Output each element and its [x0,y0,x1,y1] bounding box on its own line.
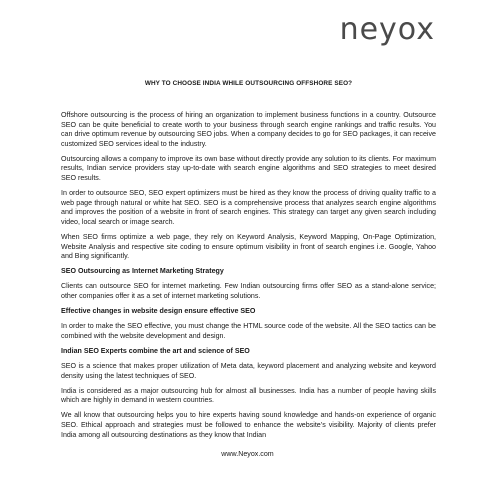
paragraph-3: In order to outsource SEO, SEO expert optimizers must be hired as they know the process of driving quality traffic to a web page through natural or white hat SEO. SEO is a comprehensive process that analyzes search engine algorithms and improves the position of a website in front of search engines. This strategy can target any given search including video, local search or image search. [61,189,436,226]
paragraph-6: In order to make the SEO effective, you must change the HTML source code of the website. All the SEO tactics can be combined with the website development and design. [61,322,436,340]
section-heading-art-and-science: Indian SEO Experts combine the art and science of SEO [61,346,250,355]
paragraph-1: Offshore outsourcing is the process of hiring an organization to implement business functions in a country. Outsource SEO can be quite beneficial to create worth to your business through search engine rankings and traffic results. You can drive optimum revenue by outsourcing SEO jobs. When a company decides to go for SEO packages, it can receive customized SEO services ideal to the industry. [61,111,436,148]
document-title: WHY TO CHOOSE INDIA WHILE OUTSOURCING OFFSHORE SEO? [144,80,353,87]
footer-url[interactable]: www.Neyox.com [221,450,274,458]
paragraph-7: SEO is a science that makes proper utilization of Meta data, keyword placement and analyzing website and keyword density using the latest techniques of SEO. [61,361,436,380]
paragraph-8: India is considered as a major outsourcing hub for almost all businesses. India has a number of people having skills which are highly in demand in western countries. [61,386,436,405]
paragraph-5: Clients can outsource SEO for internet marketing. Few Indian outsourcing firms offer SEO as a stand-alone service; other companies offer it as a set of internet marketing solutions. [61,282,436,300]
paragraph-2: Outsourcing allows a company to improve its own base without directly provide any solution to its clients. For maximum results, Indian service providers stay up-to-date with search engine algorithms and SEO strategies to meet desired SEO results. [61,154,436,183]
section-heading-internet-marketing: SEO Outsourcing as Internet Marketing Strategy [61,267,224,276]
paragraph-9: We all know that outsourcing helps you to hire experts having sound knowledge and hands-on experience of organic SEO. Ethical approach and strategies must be followed to enhance the website’s visibility. Majority of clients prefer India among all outsourcing destinations as they know that Indian [61,411,436,439]
document-body [61,80,436,446]
neyox-logo: neyox [339,12,435,47]
section-heading-website-design: Effective changes in website design ensure effective SEO [61,307,256,316]
paragraph-4: When SEO firms optimize a web page, they rely on Keyword Analysis, Keyword Mapping, On-Page Optimization, Website Analysis and respective site coding to ensure optimum visibility in front of search engines i.e. Google, Yahoo and Bing significantly. [61,233,436,261]
